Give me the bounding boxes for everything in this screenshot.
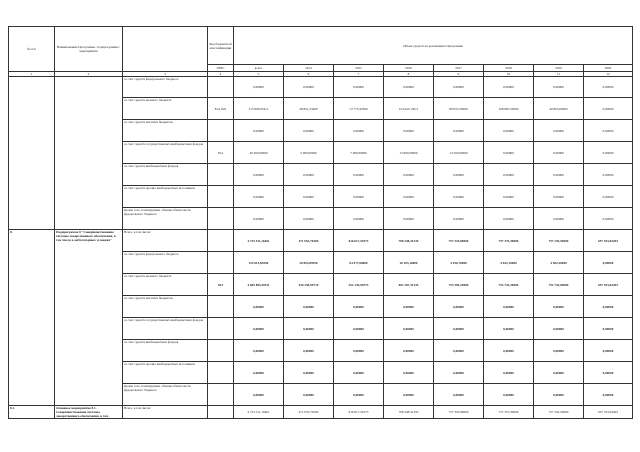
- amount-cell: 0,00000: [384, 384, 434, 406]
- grbs-code: [208, 384, 234, 406]
- column-index: 8: [384, 72, 434, 77]
- grbs-code: [208, 208, 234, 230]
- amount-cell: 15 800,00000: [384, 142, 434, 164]
- amount-cell: 0,00000: [334, 318, 384, 340]
- col-funds-header: Объем средств на реализацию Программы: [234, 27, 633, 65]
- subheader-2018: 2018: [484, 65, 534, 72]
- amount-cell: 0,00000: [234, 384, 284, 406]
- subprogram-title: Подпрограмма 8 "Совершенствование системы лекарственного обеспечения, в том числе в амбулаторных условиях": [55, 230, 123, 406]
- subheader-2020: 2020: [584, 65, 633, 72]
- amount-cell: 0,00000: [284, 164, 334, 186]
- funding-source-label: за счет средств внебюджетных фондов: [123, 164, 208, 186]
- amount-cell: 552 139,94573: [334, 274, 384, 296]
- amount-cell: 0,00000: [284, 318, 334, 340]
- amount-cell: 0,00000: [584, 120, 633, 142]
- amount-cell: 0,00000: [534, 318, 584, 340]
- grbs-code: [208, 362, 234, 384]
- amount-cell: 0,00000: [284, 340, 334, 362]
- funding-source-label: за счет средств внебюджетных фондов: [123, 340, 208, 362]
- amount-cell: 0,00000: [484, 340, 534, 362]
- amount-cell: 0,00000: [334, 208, 384, 230]
- amount-cell: 5 000,00000: [284, 142, 334, 164]
- amount-cell: 40 805,00000: [534, 98, 584, 120]
- amount-cell: 4 725 511,16461: [234, 406, 284, 419]
- amount-cell: 64 477,60000: [334, 252, 384, 274]
- funding-source-label: Всего, в том числе:: [123, 230, 208, 252]
- column-index: 9: [434, 72, 484, 77]
- amount-cell: 0,00000: [484, 318, 534, 340]
- amount-cell: 0,00000: [484, 77, 534, 98]
- amount-cell: 0,00000: [534, 120, 584, 142]
- amount-cell: 0,00000: [234, 208, 284, 230]
- col-source-header: [123, 27, 208, 72]
- amount-cell: 0,00000: [584, 318, 633, 340]
- amount-cell: 40 300,00000: [234, 142, 284, 164]
- subheader-2017: 2017: [434, 65, 484, 72]
- amount-cell: 0,00000: [234, 77, 284, 98]
- amount-cell: 757 375,30000: [484, 406, 534, 419]
- amount-cell: 0,00000: [384, 340, 434, 362]
- column-index: 6: [284, 72, 334, 77]
- funding-source-label: за счет средств местных бюджетов: [123, 296, 208, 318]
- col-code-header: Код бюджетной классификации: [208, 27, 234, 65]
- amount-cell: 752 743,20000: [484, 274, 534, 296]
- amount-cell: 0,00000: [534, 340, 584, 362]
- amount-cell: 0,00000: [584, 252, 633, 274]
- amount-cell: 0,00000: [584, 208, 633, 230]
- column-index: 10: [484, 72, 534, 77]
- column-index: 7: [334, 72, 384, 77]
- amount-cell: 0,00000: [534, 384, 584, 406]
- amount-cell: 0,00000: [384, 318, 434, 340]
- amount-cell: 0,00000: [484, 362, 534, 384]
- amount-cell: 708 348,41335: [384, 406, 434, 419]
- amount-cell: 0,00000: [434, 77, 484, 98]
- subprogram-row: [9, 230, 633, 252]
- amount-cell: 0,00000: [334, 384, 384, 406]
- amount-cell: 0,00000: [234, 164, 284, 186]
- table-row: [9, 77, 633, 98]
- grbs-code: [208, 186, 234, 208]
- amount-cell: 0,00000: [284, 362, 334, 384]
- amount-cell: 0,00000: [434, 208, 484, 230]
- measure-number: 8.1.: [9, 406, 55, 419]
- amount-cell: 4 725 511,16461: [234, 230, 284, 252]
- amount-cell: 0,00000: [584, 186, 633, 208]
- funding-source-label: за счет средств краевого бюджета: [123, 98, 208, 120]
- header-row: [9, 27, 633, 65]
- amount-cell: 0,00000: [434, 340, 484, 362]
- subheader-2016: 2016: [384, 65, 434, 72]
- amount-cell: 0,00000: [234, 340, 284, 362]
- amount-cell: 0,00000: [434, 318, 484, 340]
- subheader-total: всего: [234, 65, 284, 72]
- amount-cell: 0,00000: [284, 186, 334, 208]
- amount-cell: 89 955,50000: [434, 98, 484, 120]
- amount-cell: 0,00000: [334, 362, 384, 384]
- funding-source-label: за счет средств федерального бюджета: [123, 77, 208, 98]
- amount-cell: 0,00000: [384, 362, 434, 384]
- amount-cell: 692 187,31335: [384, 274, 434, 296]
- amount-cell: 0,00000: [384, 186, 434, 208]
- amount-cell: 0,00000: [484, 120, 534, 142]
- amount-cell: 0,00000: [384, 120, 434, 142]
- amount-cell: 0,00000: [434, 296, 484, 318]
- amount-cell: 0,00000: [584, 384, 633, 406]
- column-index: 1: [9, 72, 55, 77]
- amount-cell: 0,00000: [234, 362, 284, 384]
- grbs-code: 814: [208, 274, 234, 296]
- amount-cell: 471 053,70260: [284, 406, 334, 419]
- subheader-2015: 2015: [334, 65, 384, 72]
- amount-cell: 72 775,47000: [334, 98, 384, 120]
- funding-source-label: за счет средств федерального бюджета: [123, 252, 208, 274]
- grbs-code: [208, 120, 234, 142]
- col-no-header: № п/п: [9, 27, 55, 72]
- amount-cell: 0,00000: [434, 164, 484, 186]
- amount-cell: 471 053,70260: [284, 230, 334, 252]
- amount-cell: 0,00000: [584, 362, 633, 384]
- funding-source-label: Кроме того, планируемые объемы обязательств федерального бюджета: [123, 208, 208, 230]
- column-index: 12: [584, 72, 633, 77]
- amount-cell: 0,00000: [484, 186, 534, 208]
- funding-source-label: Всего, в том числе:: [123, 406, 208, 419]
- grbs-code: [208, 230, 234, 252]
- subprogram-number: 8.: [9, 230, 55, 406]
- amount-cell: 450 250,90710: [284, 274, 334, 296]
- amount-cell: 0,00000: [384, 164, 434, 186]
- amount-cell: 657 553,04293: [584, 406, 633, 419]
- amount-cell: 0,00000: [534, 186, 584, 208]
- grbs-code: 814: [208, 142, 234, 164]
- amount-cell: 0,00000: [334, 186, 384, 208]
- amount-cell: 616 617,54573: [334, 406, 384, 419]
- subheader-grbs: ГРБС: [208, 65, 234, 72]
- amount-cell: 0,00000: [284, 384, 334, 406]
- amount-cell: 515 809,65411: [234, 98, 284, 120]
- amount-cell: 0,00000: [284, 296, 334, 318]
- amount-cell: 0,00000: [534, 142, 584, 164]
- amount-cell: 0,00000: [584, 296, 633, 318]
- measure-title: Основное мероприятие 8.1. Совершенствование системы лекарственного обеспечения, в том: [55, 406, 123, 419]
- amount-cell: 4 605 895,30911: [234, 274, 284, 296]
- amount-cell: 0,00000: [284, 120, 334, 142]
- amount-cell: 0,00000: [384, 77, 434, 98]
- amount-cell: 0,00000: [334, 77, 384, 98]
- amount-cell: 0,00000: [534, 296, 584, 318]
- amount-cell: 12 500,00000: [434, 142, 484, 164]
- amount-cell: 757 325,80000: [434, 406, 484, 419]
- continuation-no-cell: [9, 77, 55, 230]
- program-funding-table: [8, 26, 633, 419]
- amount-cell: 657 553,04293: [584, 274, 633, 296]
- amount-cell: 48 821,53400: [284, 98, 334, 120]
- amount-cell: 0,00000: [484, 164, 534, 186]
- amount-cell: 4 502,30000: [534, 252, 584, 274]
- amount-cell: 757 245,50000: [534, 406, 584, 419]
- amount-cell: 0,00000: [484, 296, 534, 318]
- funding-source-label: за счет средств государственных внебюджетных фондов: [123, 318, 208, 340]
- funding-source-label: за счет средств местных бюджетов: [123, 120, 208, 142]
- amount-cell: 154 645,15011: [384, 98, 434, 120]
- grbs-code: [208, 164, 234, 186]
- amount-cell: 0,00000: [434, 186, 484, 208]
- amount-cell: 752 743,00000: [534, 274, 584, 296]
- column-index: 11: [534, 72, 584, 77]
- amount-cell: 0,00000: [234, 186, 284, 208]
- amount-cell: 0,00000: [534, 77, 584, 98]
- grbs-code: 814, 822: [208, 98, 234, 120]
- amount-cell: 0,00000: [284, 77, 334, 98]
- col-name-header: Наименование Программы / подпрограммы / мероприятия: [55, 27, 123, 72]
- amount-cell: 4 632,10000: [484, 252, 534, 274]
- funding-source-label: за счет средств государственных внебюджетных фондов: [123, 142, 208, 164]
- column-index: 5: [234, 72, 284, 77]
- amount-cell: 0,00000: [334, 164, 384, 186]
- column-index: 3: [123, 72, 208, 77]
- amount-cell: 0,00000: [334, 296, 384, 318]
- grbs-code: [208, 252, 234, 274]
- amount-cell: 0,00000: [434, 384, 484, 406]
- amount-cell: 757 375,30000: [484, 230, 534, 252]
- amount-cell: 20 803,89550: [284, 252, 334, 274]
- amount-cell: 0,00000: [384, 208, 434, 230]
- amount-cell: 616 617,54573: [334, 230, 384, 252]
- amount-cell: 753 309,10000: [434, 274, 484, 296]
- amount-cell: 0,00000: [284, 208, 334, 230]
- amount-cell: 0,00000: [334, 340, 384, 362]
- amount-cell: 708 348,41335: [384, 230, 434, 252]
- column-index: 4: [208, 72, 234, 77]
- amount-cell: 757 325,80000: [434, 230, 484, 252]
- amount-cell: 0,00000: [484, 384, 534, 406]
- measure-row: [9, 406, 633, 419]
- amount-cell: 657 553,04293: [584, 230, 633, 252]
- funding-source-label: за счет средств прочих внебюджетных источников: [123, 362, 208, 384]
- amount-cell: 0,00000: [534, 164, 584, 186]
- amount-cell: 0,00000: [584, 77, 633, 98]
- amount-cell: 0,00000: [434, 362, 484, 384]
- grbs-code: [208, 406, 234, 419]
- subheader-2014: 2014: [284, 65, 334, 72]
- amount-cell: 0,00000: [334, 120, 384, 142]
- amount-cell: 0,00000: [234, 318, 284, 340]
- amount-cell: 0,00000: [234, 296, 284, 318]
- amount-cell: 7 000,00000: [334, 142, 384, 164]
- amount-cell: 108 805,50000: [484, 98, 534, 120]
- amount-cell: 119 615,85550: [234, 252, 284, 274]
- continuation-name-cell: [55, 77, 123, 230]
- amount-cell: 0,00000: [234, 120, 284, 142]
- amount-cell: 0,00000: [584, 340, 633, 362]
- grbs-code: [208, 77, 234, 98]
- subheader-2019: 2019: [534, 65, 584, 72]
- grbs-code: [208, 340, 234, 362]
- amount-cell: 0,00000: [534, 208, 584, 230]
- amount-cell: 0,00000: [384, 296, 434, 318]
- amount-cell: 0,00000: [484, 208, 534, 230]
- amount-cell: 0,00000: [584, 164, 633, 186]
- amount-cell: 0,00000: [434, 120, 484, 142]
- funding-source-label: Кроме того, планируемые объемы обязательств федерального бюджета: [123, 384, 208, 406]
- amount-cell: 0,00000: [584, 142, 633, 164]
- amount-cell: 4 016,70000: [434, 252, 484, 274]
- amount-cell: 0,00000: [584, 98, 633, 120]
- amount-cell: 0,00000: [534, 362, 584, 384]
- amount-cell: 16 103,10000: [384, 252, 434, 274]
- amount-cell: 0,00000: [484, 142, 534, 164]
- grbs-code: [208, 318, 234, 340]
- column-index: 2: [55, 72, 123, 77]
- grbs-code: [208, 296, 234, 318]
- funding-source-label: за счет средств прочих внебюджетных источников: [123, 186, 208, 208]
- amount-cell: 757 245,50000: [534, 230, 584, 252]
- funding-source-label: за счет средств краевого бюджета: [123, 274, 208, 296]
